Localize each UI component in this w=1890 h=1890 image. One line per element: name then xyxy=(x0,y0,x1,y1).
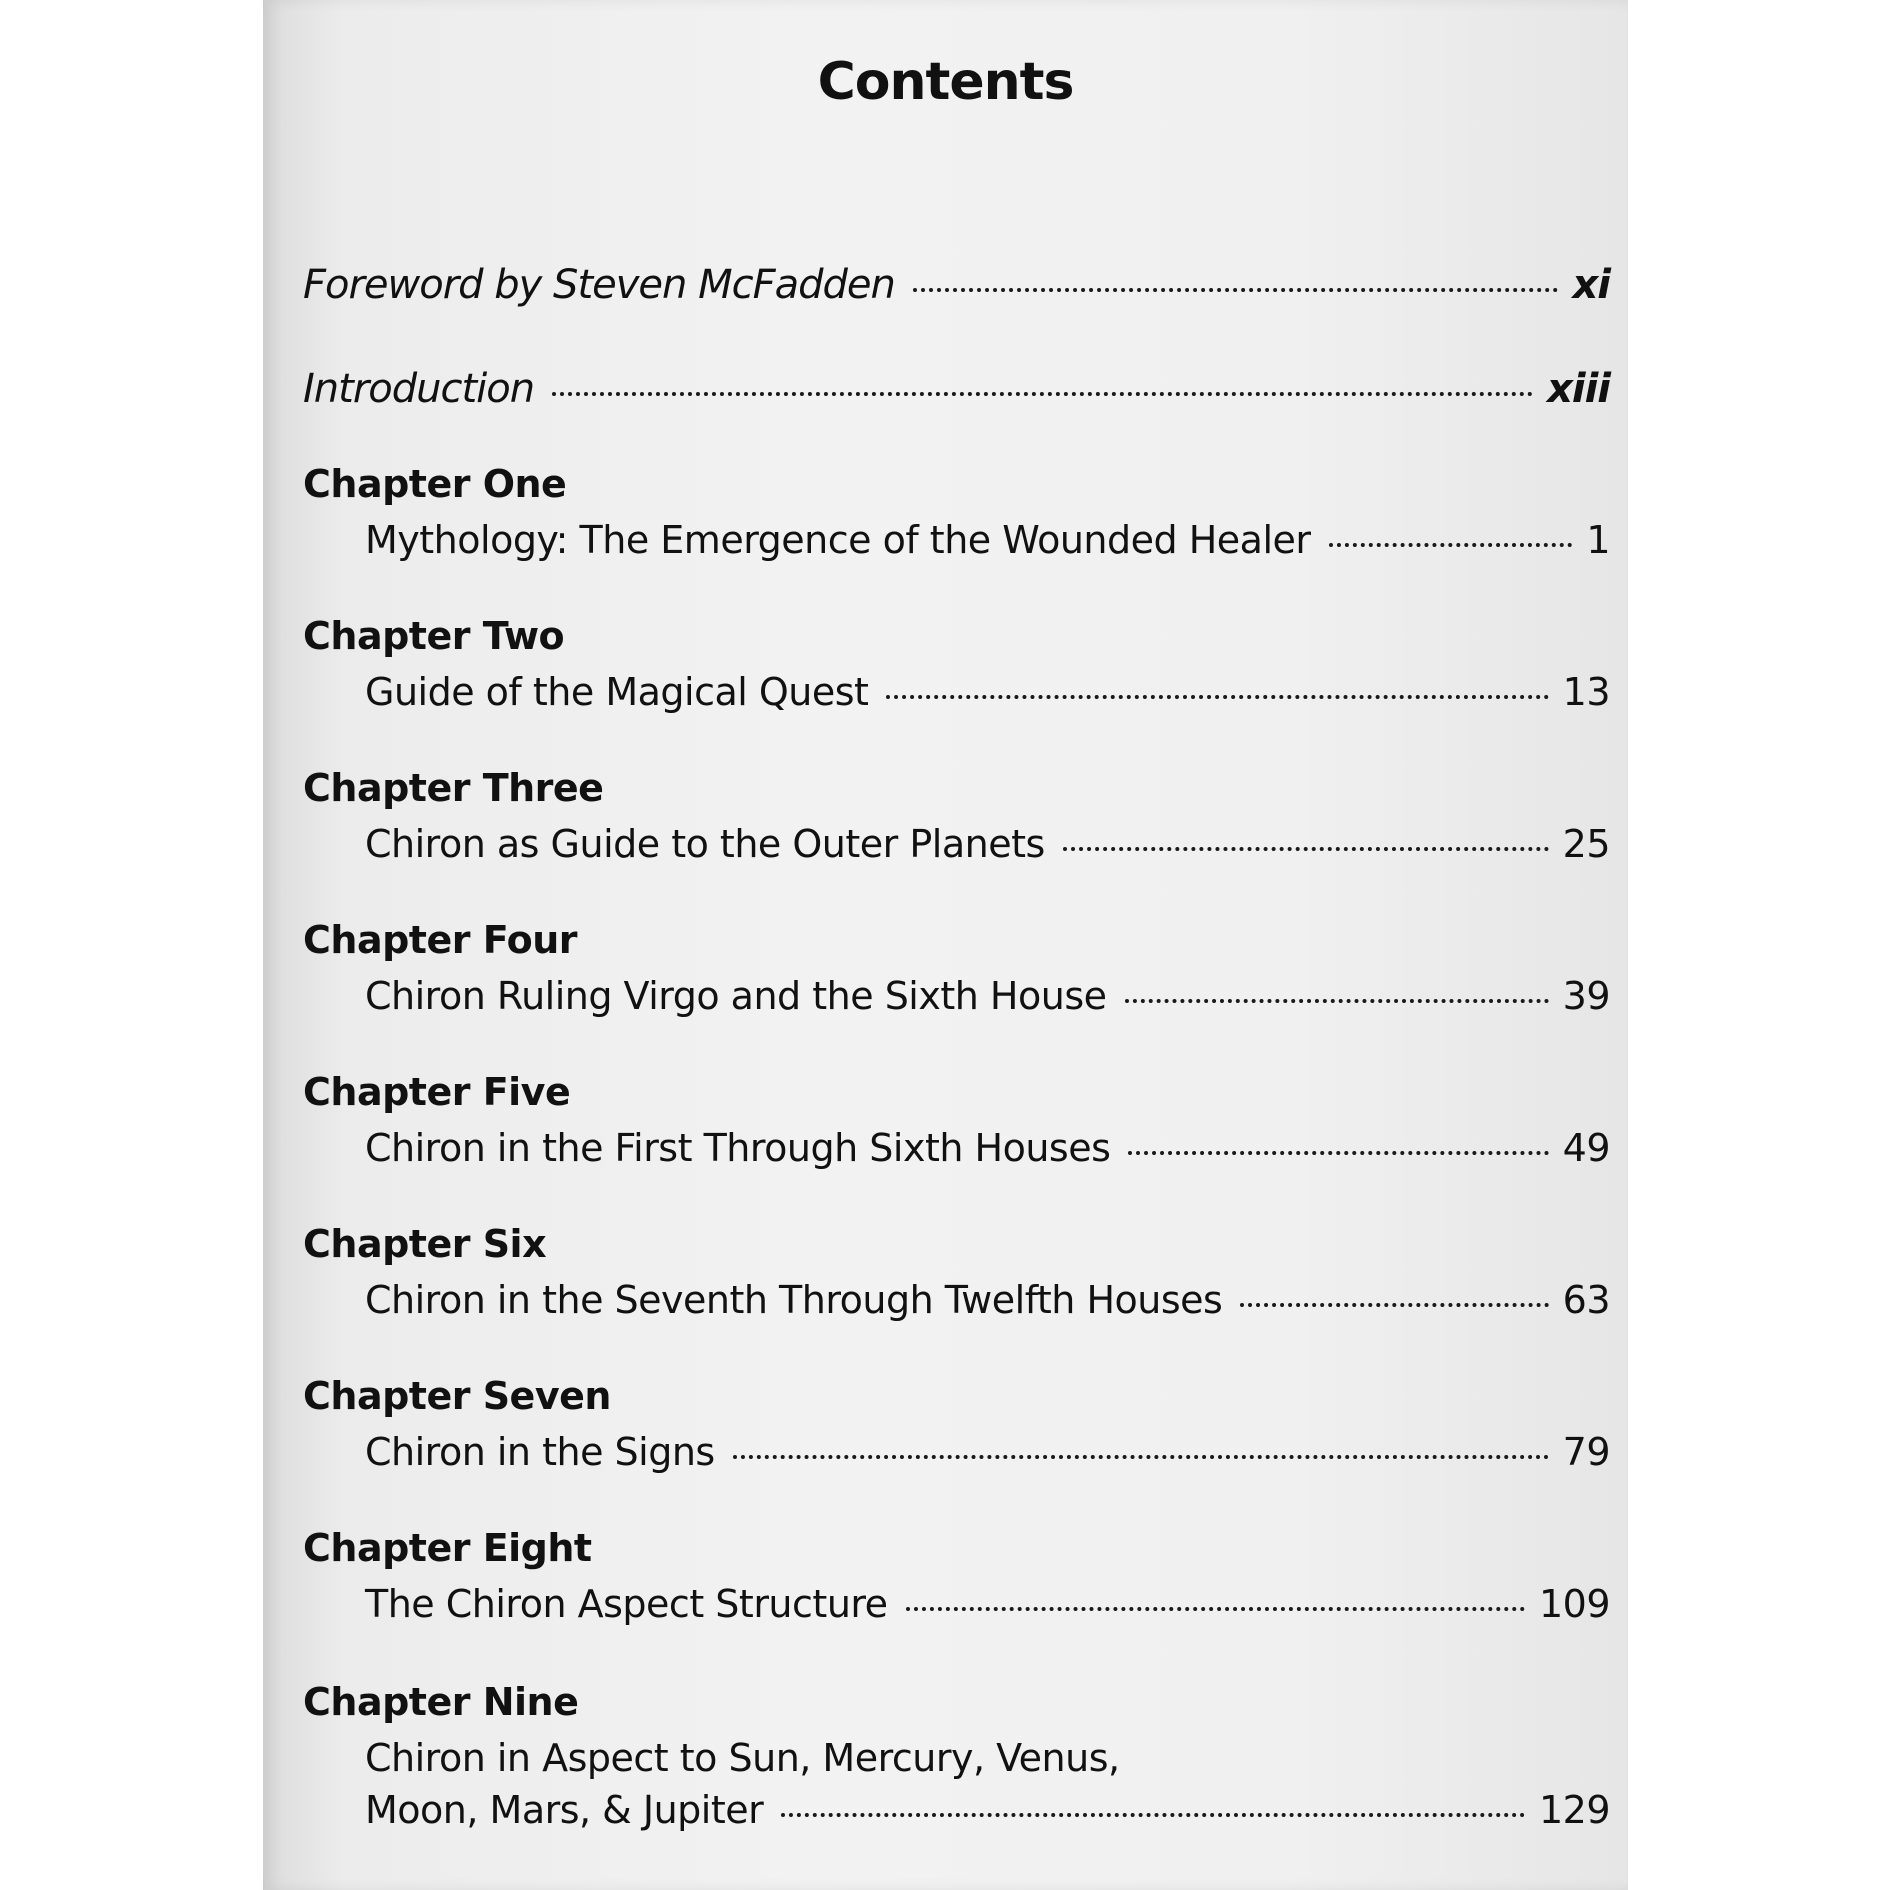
chapter-title-line xyxy=(365,1736,1120,1780)
entry-label: Introduction xyxy=(303,366,535,412)
chapter-title-line xyxy=(365,670,1610,714)
chapter-title-line xyxy=(365,1278,1610,1322)
book-page xyxy=(263,0,1628,1890)
chapter-heading: Chapter Three xyxy=(303,766,604,810)
dot-leader xyxy=(552,392,1533,396)
chapter-title: Chiron Ruling Virgo and the Sixth House xyxy=(365,974,1107,1018)
page-number: 39 xyxy=(1562,974,1610,1018)
page-number: 109 xyxy=(1538,1582,1610,1626)
chapter-title: Chiron in the Signs xyxy=(365,1430,715,1474)
entry-label: Foreword by Steven McFadden xyxy=(303,262,895,308)
chapter-title: Chiron in the Seventh Through Twelfth Houses xyxy=(365,1278,1223,1322)
page-number: 63 xyxy=(1562,1278,1610,1322)
dot-leader xyxy=(781,1813,1525,1817)
chapter-title: Chiron in the First Through Sixth Houses xyxy=(365,1126,1111,1170)
page-number: 79 xyxy=(1562,1430,1610,1474)
chapter-title: The Chiron Aspect Structure xyxy=(365,1582,888,1626)
dot-leader xyxy=(913,288,1559,292)
page-number: 13 xyxy=(1562,670,1610,714)
page-title: Contents xyxy=(817,52,1074,112)
dot-leader xyxy=(1329,543,1573,547)
page-number: 25 xyxy=(1562,822,1610,866)
chapter-heading: Chapter Seven xyxy=(303,1374,611,1418)
chapter-title-line xyxy=(365,1430,1610,1474)
page-number: 49 xyxy=(1562,1126,1610,1170)
chapter-heading: Chapter Six xyxy=(303,1222,547,1266)
chapter-title-line xyxy=(365,974,1610,1018)
chapter-title: Chiron in Aspect to Sun, Mercury, Venus, xyxy=(365,1736,1120,1780)
chapter-title-line xyxy=(365,1582,1610,1626)
dot-leader xyxy=(886,695,1548,699)
chapter-title-line xyxy=(365,822,1610,866)
chapter-title-line xyxy=(365,518,1610,562)
dot-leader xyxy=(906,1607,1525,1611)
dot-leader xyxy=(733,1455,1549,1459)
chapter-heading: Chapter Two xyxy=(303,614,565,658)
dot-leader xyxy=(1240,1303,1548,1307)
chapter-title-line xyxy=(365,1788,1610,1832)
dot-leader xyxy=(1063,847,1549,851)
chapter-title-line xyxy=(365,1126,1610,1170)
toc-entry-foreword xyxy=(303,262,1610,308)
toc-entry-introduction xyxy=(303,366,1610,412)
chapter-title-continued: Moon, Mars, & Jupiter xyxy=(365,1788,764,1832)
chapter-heading: Chapter Eight xyxy=(303,1526,592,1570)
chapter-heading: Chapter One xyxy=(303,462,567,506)
chapter-title: Guide of the Magical Quest xyxy=(365,670,869,714)
dot-leader xyxy=(1125,999,1549,1003)
page-number: 1 xyxy=(1586,518,1610,562)
chapter-title: Mythology: The Emergence of the Wounded Healer xyxy=(365,518,1311,562)
chapter-title: Chiron as Guide to the Outer Planets xyxy=(365,822,1045,866)
chapter-heading: Chapter Nine xyxy=(303,1680,579,1724)
page-number: xi xyxy=(1572,262,1610,308)
chapter-heading: Chapter Five xyxy=(303,1070,571,1114)
dot-leader xyxy=(1128,1151,1548,1155)
page-number: xiii xyxy=(1547,366,1610,412)
chapter-heading: Chapter Four xyxy=(303,918,578,962)
page-number: 129 xyxy=(1538,1788,1610,1832)
